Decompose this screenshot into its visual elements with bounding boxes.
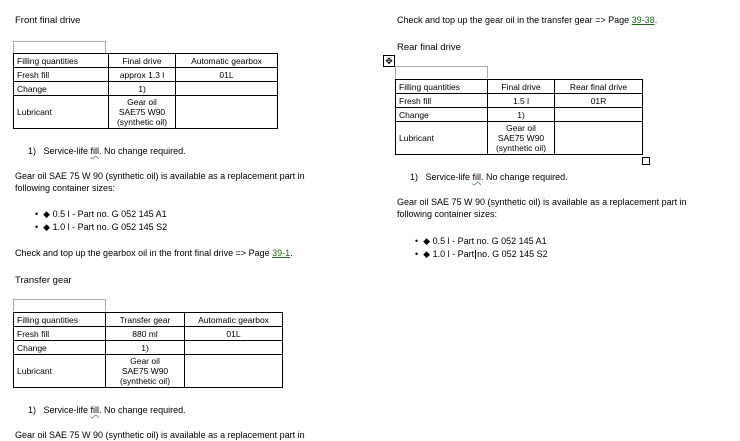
table-header-row [14, 313, 283, 327]
table-header-row [14, 54, 278, 68]
page-link[interactable]: 39-38 [631, 15, 655, 25]
table-row [14, 68, 278, 82]
header-cell: Transfer gear [106, 313, 185, 327]
availability-text-line2: following container sizes: [397, 209, 498, 219]
availability-text-line2: following container sizes: [15, 183, 116, 193]
move-handle-icon[interactable]: ✥ [383, 55, 395, 67]
table-row [14, 82, 278, 96]
table-cell: 1) [106, 341, 185, 355]
dot-bullet-icon: • [415, 249, 419, 259]
header-cell: Filling quantities [396, 80, 488, 94]
table-cell [185, 355, 283, 388]
table-cell [176, 82, 278, 96]
table-cell: Fresh fill [14, 327, 106, 341]
header-cell: Automatic gearbox [185, 313, 283, 327]
footnote: 1) Service-life fill. No change required. [28, 405, 186, 415]
header-cell: Filling quantities [14, 54, 109, 68]
transfer-check-instruction: Check and top up the gear oil in the transfer gear => Page 39-38. [397, 15, 658, 25]
header-cell: Final drive [488, 80, 555, 94]
table-row [14, 355, 283, 388]
table-cell-lubricant: Gear oil SAE75 W90 (synthetic oil) [488, 122, 555, 155]
list-item: • ◆ 0.5 l - Part no. G 052 145 A1 [35, 209, 167, 219]
front-final-drive-table [13, 53, 278, 129]
transfer-gear-table [13, 312, 283, 388]
table-cell [555, 122, 643, 155]
dot-bullet-icon: • [415, 236, 419, 246]
dot-bullet-icon: • [35, 222, 39, 232]
table-cell [176, 96, 278, 129]
header-cell: Automatic gearbox [176, 54, 278, 68]
availability-text-line1: Gear oil SAE 75 W 90 (synthetic oil) is available as a replacement part in [15, 171, 305, 181]
header-cell: Rear final drive [555, 80, 643, 94]
availability-text-line1: Gear oil SAE 75 W 90 (synthetic oil) is available as a replacement part in [15, 430, 305, 440]
table-cell: 1) [109, 82, 176, 96]
table-cell: Lubricant [14, 355, 106, 388]
table-row [14, 341, 283, 355]
table-resize-handle[interactable] [642, 157, 650, 165]
table-row [396, 94, 643, 108]
table-row [14, 96, 278, 129]
table-cell [555, 108, 643, 122]
table-cell-lubricant: Gear oil SAE75 W90 (synthetic oil) [109, 96, 176, 129]
header-cell: Final drive [109, 54, 176, 68]
availability-text-line1: Gear oil SAE 75 W 90 (synthetic oil) is available as a replacement part in [397, 197, 687, 207]
table-cell: Lubricant [396, 122, 488, 155]
table-cell-lubricant: Gear oil SAE75 W90 (synthetic oil) [106, 355, 185, 388]
diamond-bullet-icon: ◆ [423, 249, 431, 259]
transfer-gear-heading: Transfer gear [15, 275, 72, 286]
table-tab-stub [13, 299, 106, 311]
table-cell: Fresh fill [396, 94, 488, 108]
diamond-bullet-icon: ◆ [43, 209, 51, 219]
list-item: • ◆ 1.0 l - Part no. G 052 145 S2 [35, 222, 168, 232]
footnote: 1) Service-life fill. No change required. [410, 172, 568, 182]
table-cell: 01L [176, 68, 278, 82]
table-row [396, 122, 643, 155]
header-cell: Filling quantities [14, 313, 106, 327]
list-item: • ◆ 0.5 l - Part no. G 052 145 A1 [415, 236, 547, 246]
dot-bullet-icon: • [35, 209, 39, 219]
table-tab-stub [13, 41, 106, 53]
diamond-bullet-icon: ◆ [423, 236, 431, 246]
table-cell: Change [14, 341, 106, 355]
table-tab-stub [395, 66, 488, 78]
diamond-bullet-icon: ◆ [43, 222, 51, 232]
check-instruction: Check and top up the gearbox oil in the front final drive => Page 39-1. [15, 248, 293, 258]
list-item: • ◆ 1.0 l - Part no. G 052 145 S2 [415, 249, 548, 259]
table-cell: Change [14, 82, 109, 96]
table-cell: 1) [488, 108, 555, 122]
table-cell: Lubricant [14, 96, 109, 129]
table-row [396, 108, 643, 122]
text-cursor [475, 250, 476, 259]
table-cell: 1.5 l [488, 94, 555, 108]
front-final-drive-heading: Front final drive [15, 15, 81, 26]
rear-final-drive-table [395, 79, 643, 155]
table-cell: Change [396, 108, 488, 122]
table-cell: 01R [555, 94, 643, 108]
table-cell: Fresh fill [14, 68, 109, 82]
table-cell: 880 ml [106, 327, 185, 341]
page-link[interactable]: 39-1 [272, 248, 291, 258]
table-header-row [396, 80, 643, 94]
rear-final-drive-heading: Rear final drive [397, 42, 461, 53]
table-cell [185, 341, 283, 355]
footnote: 1) Service-life fill. No change required. [28, 146, 186, 156]
table-row [14, 327, 283, 341]
table-cell: approx 1.3 l [109, 68, 176, 82]
table-cell: 01L [185, 327, 283, 341]
